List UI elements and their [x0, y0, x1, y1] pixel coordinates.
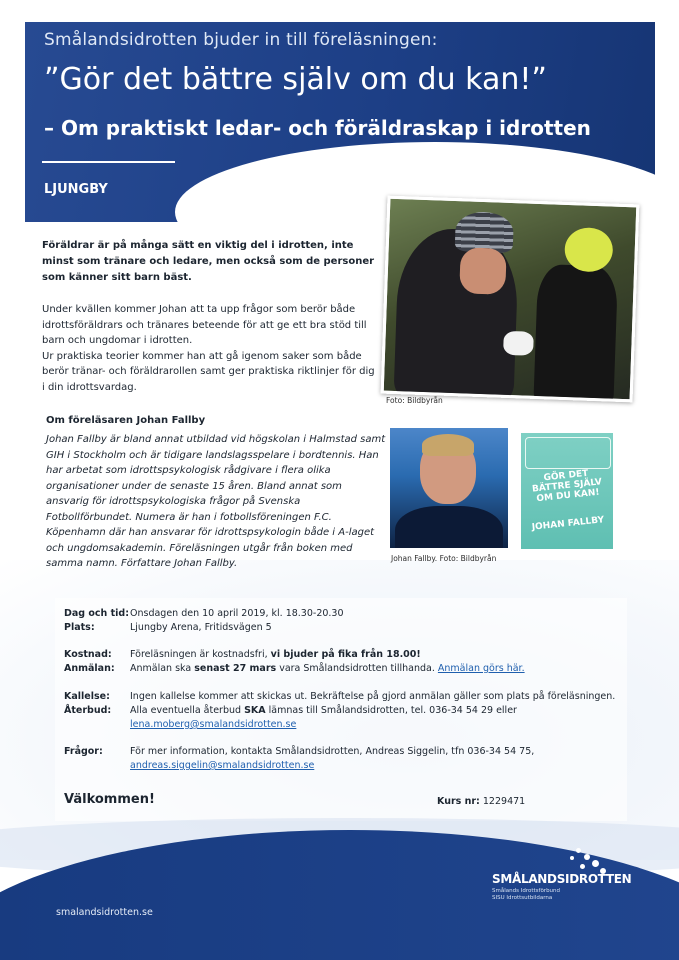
speaker-portrait — [390, 428, 508, 548]
header-divider — [42, 161, 175, 163]
book-title: GÖR DET BÄTTRE SJÄLV OM DU KAN! — [531, 468, 603, 505]
questions-value — [130, 745, 620, 773]
registration-text-c: vara Smålandsidrotten tillhanda. — [276, 663, 438, 674]
logo-dot — [570, 856, 574, 860]
body-paragraph-2: Ur praktiska teorier kommer han att gå igenom saker som både berör tränar- och föräldrarollen samt ger praktiska riktlinjer för dig i din idrottsvardag. — [42, 350, 375, 393]
welcome-text: Välkommen! — [64, 792, 155, 807]
book-pitch-lines — [525, 437, 611, 469]
call-label: Kallelse: — [64, 691, 110, 702]
logo-sub-line-2: SISU Idrottsutbildarna — [492, 895, 553, 901]
speaker-shirt — [395, 506, 503, 548]
goalkeeper-glove — [503, 331, 534, 356]
portrait-caption: Johan Fallby. Foto: Bildbyrån — [391, 554, 497, 563]
footer-url[interactable]: smalandsidrotten.se — [56, 907, 153, 918]
place-label: Plats: — [64, 622, 95, 633]
child-helmet — [564, 227, 614, 273]
body-text — [42, 302, 377, 395]
registration-label: Anmälan: — [64, 663, 115, 674]
questions-email-link[interactable]: andreas.siggelin@smalandsidrotten.se — [130, 760, 315, 771]
cancel-email-link[interactable]: lena.moberg@smalandsidrotten.se — [130, 719, 297, 730]
cost-value — [130, 648, 620, 662]
logo-dot — [576, 848, 581, 853]
about-text: Johan Fallby är bland annat utbildad vid högskolan i Halmstad samt GIH i Stockholm och är tidigare landslagsspelare i bordtennis. Han har arbetat som idrottspsykologisk rådgivare i flera olika organisationer under de senaste 15 åren. Bland annat som ansvarig för idrottspsykologiska frågor på Svenska Fotbollförbundet. Numera är han i fotbollsföreningen F.C. Köpenhamn där han ansvarar för idrottspsykologin både i A-laget och ungdomsakademin. Föreläsningen utgår från boken med samma namn. Författare Johan Fallby. — [46, 434, 386, 569]
cancel-text-a: Alla eventuella återbud — [130, 705, 245, 716]
questions-text: För mer information, kontakta Smålandsidrotten, Andreas Siggelin, tfn 036-34 54 75, — [130, 746, 535, 757]
logo-sub-line-1: Smålands Idrottsförbund — [492, 888, 561, 894]
cost-label: Kostnad: — [64, 649, 112, 660]
book-cover — [521, 433, 613, 549]
cancel-text-c: lämnas till Smålandsidrotten, tel. 036-34 54 29 eller — [265, 705, 517, 716]
logo-dot — [592, 860, 599, 867]
coach-child-photo — [381, 196, 640, 403]
header-intro: Smålandsidrotten bjuder in till föreläsningen: — [44, 30, 438, 50]
cost-text: Föreläsningen är kostnadsfri, — [130, 649, 271, 660]
place-value: Ljungby Arena, Fritidsvägen 5 — [130, 622, 272, 633]
date-value: Onsdagen den 10 april 2019, kl. 18.30-20.30 — [130, 608, 344, 619]
logo-subtitle — [492, 888, 612, 902]
course-label: Kurs nr: — [437, 796, 480, 807]
cancel-ska: SKA — [244, 705, 266, 716]
questions-label: Frågor: — [64, 746, 103, 757]
logo-name: SMÅLANDSIDROTTEN — [492, 872, 632, 886]
page-subtitle: – Om praktiskt ledar- och föräldraskap i idrotten — [44, 116, 591, 140]
logo-dot — [584, 854, 590, 860]
registration-value — [130, 662, 620, 676]
page-title: ”Gör det bättre själv om du kan!” — [44, 62, 547, 97]
coach-face — [459, 247, 507, 295]
date-label: Dag och tid: — [64, 608, 130, 619]
photo-caption: Foto: Bildbyrån — [386, 396, 443, 405]
intro-paragraph: Föräldrar är på många sätt en viktig del i idrotten, inte minst som tränare och ledare, men också som de personer som känner sitt barn bäst. — [42, 240, 375, 283]
child-figure — [534, 264, 619, 402]
about-heading: Om föreläsaren Johan Fallby — [46, 415, 206, 426]
location-label: LJUNGBY — [44, 182, 108, 197]
cancel-value — [130, 704, 620, 732]
course-value: 1229471 — [482, 796, 526, 807]
call-value: Ingen kallelse kommer att skickas ut. Bekräftelse på gjord anmälan gäller som plats på föreläsningen. — [130, 691, 616, 702]
cost-fika: vi bjuder på fika från 18.00! — [270, 649, 421, 660]
registration-text-a: Anmälan ska — [130, 663, 195, 674]
body-paragraph-1: Under kvällen kommer Johan att ta upp frågor som berör både idrottsföräldrars och tränares beteende för att ge ett bra stöd till barn och ungdomar i idrotten. — [42, 304, 367, 346]
book-author: JOHAN FALLBY — [531, 515, 605, 533]
speaker-hair — [422, 434, 474, 456]
cancel-label: Återbud: — [64, 705, 112, 716]
logo-dot — [580, 864, 585, 869]
registration-link[interactable]: Anmälan görs här. — [437, 663, 525, 674]
registration-deadline: senast 27 mars — [194, 663, 277, 674]
beanie-hat — [455, 211, 514, 253]
